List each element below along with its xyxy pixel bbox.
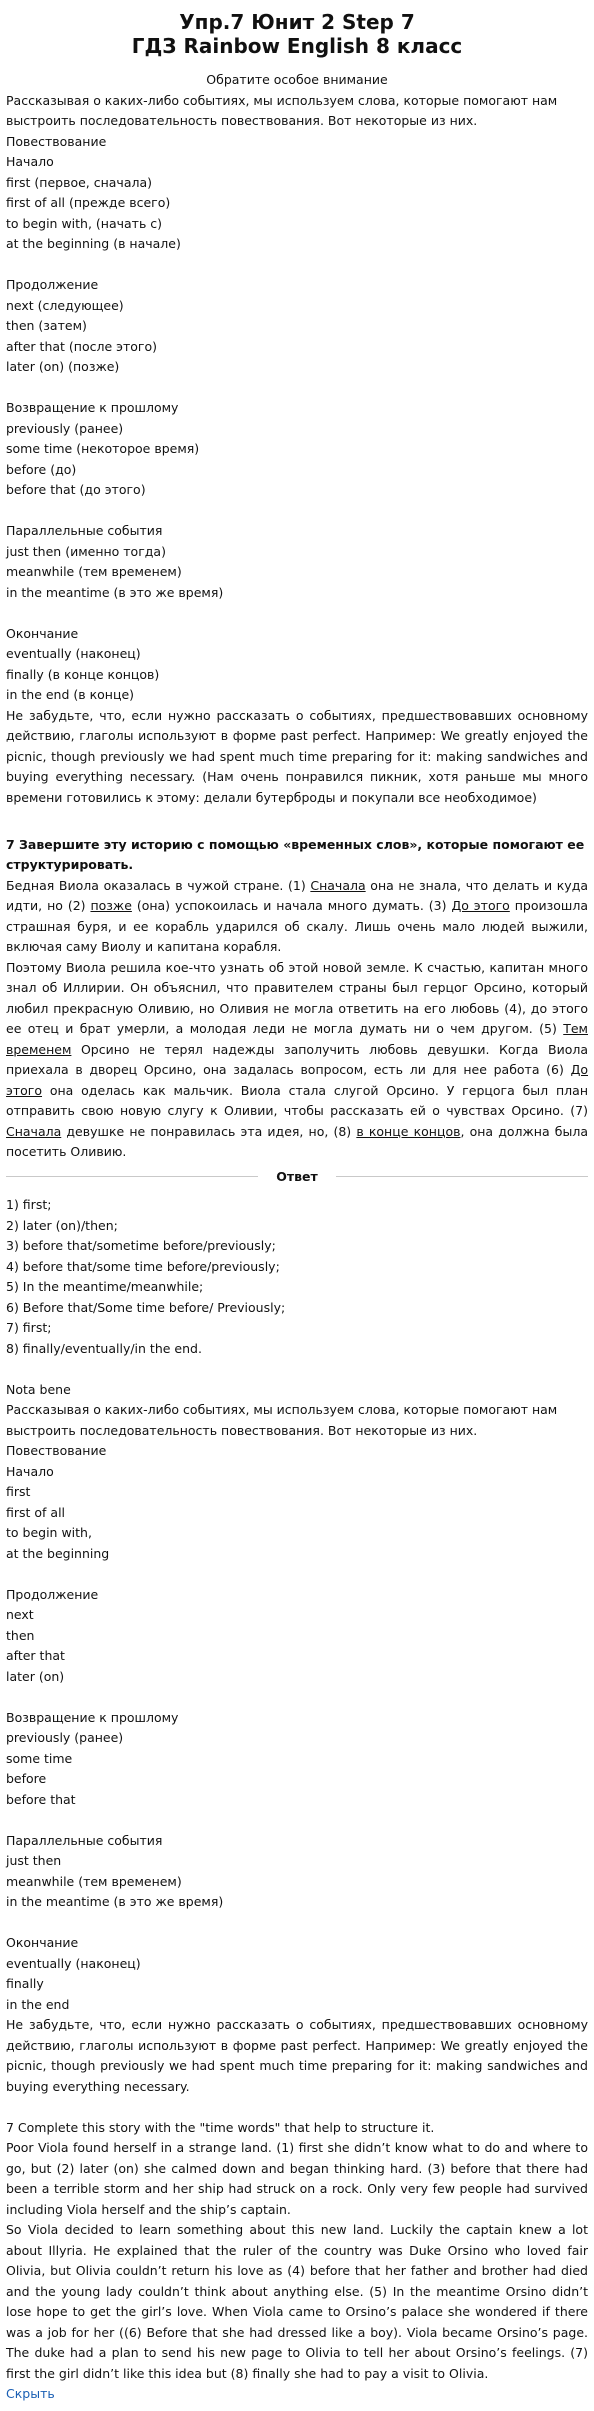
answer-separator bbox=[6, 1167, 588, 1188]
group-heading: Повествование bbox=[6, 133, 107, 149]
task-paragraph-1 bbox=[6, 876, 588, 958]
page-title-line1: Упр.7 Юнит 2 Step 7 bbox=[179, 10, 415, 34]
group-heading: Окончание bbox=[6, 1935, 79, 1950]
time-word-item: some time bbox=[6, 1750, 73, 1766]
task-text: произошла страшная буря, и ее корабль ударился об скалу. Лишь очень мало людей выжили, включая саму Виолу и капитана корабля. bbox=[6, 898, 589, 954]
answer-underlined: Сначала bbox=[6, 1123, 62, 1139]
answer-list bbox=[6, 1195, 588, 1359]
time-word-item: after that (после этого) bbox=[6, 338, 158, 354]
answer-item: 4) before that/some time before/previously; bbox=[6, 1258, 280, 1274]
answer-item: 2) later (on)/then; bbox=[6, 1217, 118, 1233]
spacer bbox=[6, 1359, 588, 1380]
group-heading: Начало bbox=[6, 154, 54, 169]
group-heading: Параллельные события bbox=[6, 523, 163, 538]
time-word-item: finally bbox=[6, 1976, 44, 1991]
spacer bbox=[6, 378, 588, 399]
task-text: (она) успокоилась и начала много думать. (3) bbox=[131, 898, 452, 913]
time-word-item: first (первое, сначала) bbox=[6, 174, 153, 190]
task-text: девушке не понравилась эта идея, но, (8) bbox=[61, 1123, 357, 1139]
spacer bbox=[6, 2097, 588, 2118]
group-heading: Продолжение bbox=[6, 1586, 99, 1602]
nota-intro: Рассказывая о каких-либо событиях, мы используем слова, которые помогают нам выстроить последовательность повествования. Вот некоторые из них. bbox=[6, 1402, 558, 1438]
answer-item: 1) first; bbox=[6, 1197, 52, 1212]
time-word-item: before that bbox=[6, 1791, 76, 1807]
time-word-item: previously (ранее) bbox=[6, 1730, 124, 1745]
group-heading: Возвращение к прошлому bbox=[6, 400, 179, 415]
time-word-item: at the beginning (в начале) bbox=[6, 236, 181, 251]
note-caption: Обратите особое внимание bbox=[206, 72, 388, 87]
time-word-item: then (затем) bbox=[6, 318, 87, 333]
spacer bbox=[6, 808, 588, 829]
page-title-line2: ГДЗ Rainbow English 8 класс bbox=[131, 34, 463, 58]
task-text: Бедная Виола оказалась в чужой стране. (1) bbox=[6, 877, 311, 893]
page-title bbox=[6, 10, 588, 58]
time-word-item: first of all (прежде всего) bbox=[6, 195, 171, 210]
answer-underlined: в конце концов bbox=[356, 1123, 461, 1139]
note-intro: Рассказывая о каких-либо событиях, мы используем слова, которые помогают нам выстроить последовательность повествования. Вот некоторые из них. bbox=[6, 92, 558, 128]
spacer bbox=[6, 1564, 588, 1585]
group-heading: Параллельные события bbox=[6, 1832, 163, 1848]
time-word-item: in the end bbox=[6, 1996, 70, 2012]
time-word-item: eventually (наконец) bbox=[6, 646, 141, 661]
nota-outro: Не забудьте, что, если нужно рассказать о событиях, предшествовавших основному действию, глаголы используют в форме past perfect. Например: We greatly enjoyed the picnic, though previously we had spent much time preparing for it: making sandwiches and buying everything necessary. bbox=[6, 2017, 588, 2094]
nota-heading: Nota bene bbox=[6, 1381, 71, 1397]
task-text: она оделась как мальчик. Виола стала слугой Орсино. У герцога был план отправить свою новую слугу к Оливии, чтобы рассказать ей о чувствах Орсино. (7) bbox=[6, 1082, 588, 1118]
spacer bbox=[6, 1913, 588, 1934]
answer-underlined: До этого bbox=[451, 898, 510, 913]
time-word-item: just then bbox=[6, 1853, 62, 1868]
english-task-title: 7 Complete this story with the "time words" that help to structure it. bbox=[6, 2119, 435, 2135]
answer-underlined: позже bbox=[90, 898, 132, 913]
time-word-item: then bbox=[6, 1627, 35, 1643]
time-word-item: before (до) bbox=[6, 461, 77, 477]
task-text: она не знала, что делать и куда идти, но (2) bbox=[6, 877, 588, 913]
answer-item: 5) In the meantime/meanwhile; bbox=[6, 1279, 204, 1294]
spacer bbox=[6, 1687, 588, 1708]
time-word-item: at the beginning bbox=[6, 1545, 110, 1561]
group-heading: Продолжение bbox=[6, 277, 99, 292]
time-word-item: before bbox=[6, 1771, 47, 1786]
time-word-item: in the meantime (в это же время) bbox=[6, 584, 224, 600]
note-groups bbox=[6, 132, 588, 706]
answer-label: Ответ bbox=[276, 1168, 318, 1184]
spacer bbox=[6, 603, 588, 624]
time-word-item: later (on) bbox=[6, 1668, 65, 1684]
task-text: Поэтому Виола решила кое-что узнать об этой новой земле. К счастью, капитан много знал об Иллирии. Он объяснил, что правителем страны был герцог Орсино, который любил прекрасную Оливию, но Оливия не могла ответить на его любовь (4), до этого ее отец и брат умерли, а молодая леди не могла думать ни о чем другом. (5) bbox=[6, 959, 588, 1036]
group-heading: Начало bbox=[6, 1463, 54, 1479]
answer-item: 8) finally/eventually/in the end. bbox=[6, 1340, 202, 1356]
english-paragraph-1: Poor Viola found herself in a strange land. (1) first she didn’t know what to do and where to go, but (2) later (on) she calmed down and began thinking hard. (3) before that there had been a terrible storm and her ship had struck on a rock. Only very few people had survived including Viola herself and the ship’s captain. bbox=[6, 2140, 588, 2217]
answer-item: 3) before that/sometime before/previously; bbox=[6, 1238, 276, 1253]
time-word-item: before that (до этого) bbox=[6, 482, 146, 497]
time-word-item: previously (ранее) bbox=[6, 420, 124, 436]
time-word-item: to begin with, (начать с) bbox=[6, 215, 163, 231]
group-heading: Повествование bbox=[6, 1443, 107, 1458]
task-paragraph-2 bbox=[6, 958, 588, 1163]
spacer bbox=[6, 255, 588, 276]
time-word-item: later (on) (позже) bbox=[6, 359, 120, 374]
answer-item: 6) Before that/Some time before/ Previously; bbox=[6, 1299, 286, 1315]
answer-underlined: До этого bbox=[6, 1062, 588, 1098]
time-word-item: next (следующее) bbox=[6, 297, 124, 313]
note-outro: Не забудьте, что, если нужно рассказать о событиях, предшествовавших основному действию, глаголы используют в форме past perfect. Например: We greatly enjoyed the picnic, though previously we had spent much time preparing for it: making sandwiches and buying everything necessary. (Нам очень понравился пикник, хотя раньше мы много времени готовились к этому: делали бутерброды и покупали все необходимое) bbox=[6, 707, 588, 805]
time-word-item: just then (именно тогда) bbox=[6, 543, 166, 559]
task-text: , она должна была посетить Оливию. bbox=[6, 1123, 588, 1159]
answer-item: 7) first; bbox=[6, 1320, 52, 1335]
time-word-item: to begin with, bbox=[6, 1525, 92, 1540]
task-text: Орсино не терял надежды заполучить любовь девушки. Когда Виола приехала в дворец Орсино, она задалась вопросом, есть ли для нее работа (6) bbox=[6, 1041, 588, 1077]
time-word-item: meanwhile (тем временем) bbox=[6, 564, 182, 579]
answer-underlined: Тем временем bbox=[6, 1021, 588, 1057]
english-paragraph-2: So Viola decided to learn something about this new land. Luckily the captain knew a lot about Illyria. He explained that the ruler of the country was Duke Orsino who loved fair Olivia, but Olivia couldn’t return his love as (4) before that her father and brother had died and the young lady couldn’t think about anything else. (5) In the meantime Orsino didn’t lose hope to get the girl’s love. When Viola came to Orsino’s palace she wondered if there was a job for her ((6) Before that she had dressed like a boy). Viola became Orsino’s page. The duke had a plan to send his new page to Olivia to tell her about Orsino’s feelings. (7) first the girl didn’t like this idea but (8) finally she had to pay a visit to Olivia. bbox=[6, 2222, 588, 2381]
separator-rule-left bbox=[6, 1176, 258, 1177]
time-word-item: first of all bbox=[6, 1504, 66, 1520]
answer-underlined: Сначала bbox=[310, 877, 366, 893]
time-word-item: some time (некоторое время) bbox=[6, 441, 200, 456]
time-word-item: after that bbox=[6, 1648, 65, 1663]
spacer bbox=[6, 501, 588, 522]
spacer bbox=[6, 1810, 588, 1831]
time-word-item: next bbox=[6, 1607, 34, 1622]
separator-rule-right bbox=[336, 1176, 588, 1177]
time-word-item: first bbox=[6, 1484, 31, 1499]
time-word-item: finally (в конце концов) bbox=[6, 666, 160, 682]
group-heading: Окончание bbox=[6, 625, 79, 641]
time-word-item: in the end (в конце) bbox=[6, 687, 135, 702]
time-word-item: in the meantime (в это же время) bbox=[6, 1894, 224, 1909]
time-word-item: meanwhile (тем временем) bbox=[6, 1873, 182, 1889]
task-title: 7 Завершите эту историю с помощью «временных слов», которые помогают ее структурировать. bbox=[6, 836, 585, 872]
group-heading: Возвращение к прошлому bbox=[6, 1709, 179, 1725]
time-word-item: eventually (наконец) bbox=[6, 1955, 141, 1971]
nota-groups bbox=[6, 1441, 588, 2015]
hide-link[interactable]: Скрыть bbox=[6, 2386, 55, 2401]
